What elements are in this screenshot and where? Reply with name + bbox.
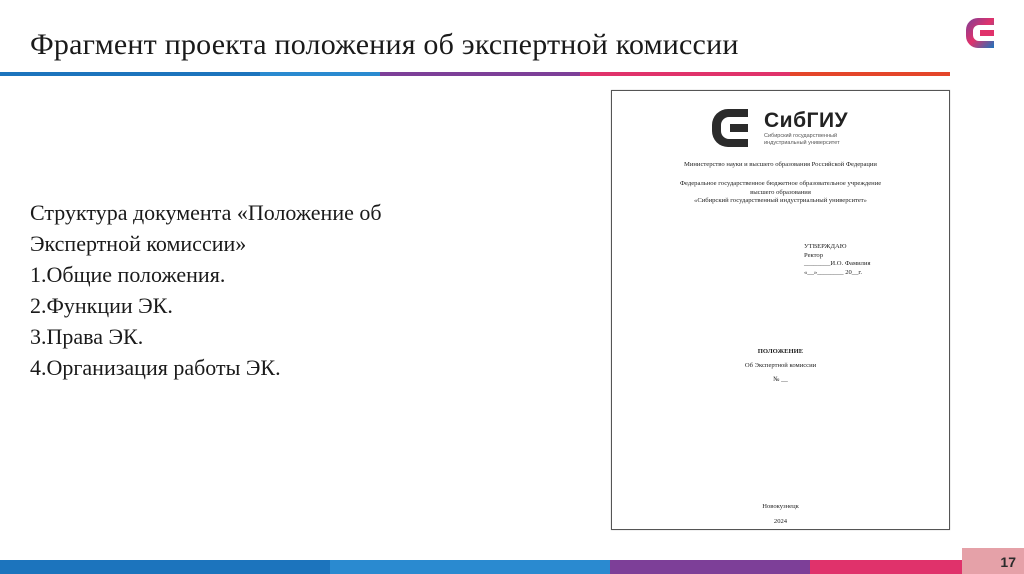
document-year: 2024	[773, 518, 788, 525]
content-line: 4.Организация работы ЭК.	[30, 355, 281, 380]
document-type: ПОЛОЖЕНИЕ	[757, 348, 804, 355]
content-block	[30, 197, 460, 383]
document-institution-line1: Федеральное государственное бюджетное образовательное учреждение	[679, 180, 882, 187]
document-institution-line2: высшего образования	[750, 188, 811, 196]
bottom-color-stripe	[0, 560, 1024, 574]
content-line: Структура документа «Положение об	[30, 200, 382, 225]
document-subject: Об Экспертной комиссии	[744, 362, 817, 369]
top-color-stripe	[0, 72, 950, 76]
document-approve: УТВЕРЖДАЮ	[804, 243, 847, 250]
content-line: 1.Общие положения.	[30, 262, 226, 287]
document-date: «__»________ 20__г.	[804, 268, 863, 276]
page-number: 17	[962, 548, 1024, 574]
slide-title: Фрагмент проекта положения об экспертной комиссии	[30, 28, 739, 61]
sibgiu-document-logo-icon	[708, 105, 758, 151]
document-approval-block	[804, 243, 871, 277]
document-ministry: Министерство науки и высшего образования Российской Федерации	[684, 161, 877, 168]
document-logo-name: СибГИУ	[764, 109, 849, 132]
document-institution-line3: «Сибирский государственный индустриальный университет»	[694, 197, 867, 204]
sibgiu-logo-icon	[960, 10, 1006, 56]
content-line: 3.Права ЭК.	[30, 324, 144, 349]
document-signature: ________И.О. Фамилия	[804, 260, 871, 268]
document-preview	[611, 90, 950, 530]
document-rector: Ректор	[804, 251, 824, 259]
document-city: Новокузнецк	[762, 503, 799, 510]
document-logo-subtitle: Сибирский государственный индустриальный университет	[764, 133, 840, 146]
content-line: Экспертной комиссии»	[30, 231, 247, 256]
content-line: 2.Функции ЭК.	[30, 293, 173, 318]
document-number: № __	[773, 376, 788, 383]
